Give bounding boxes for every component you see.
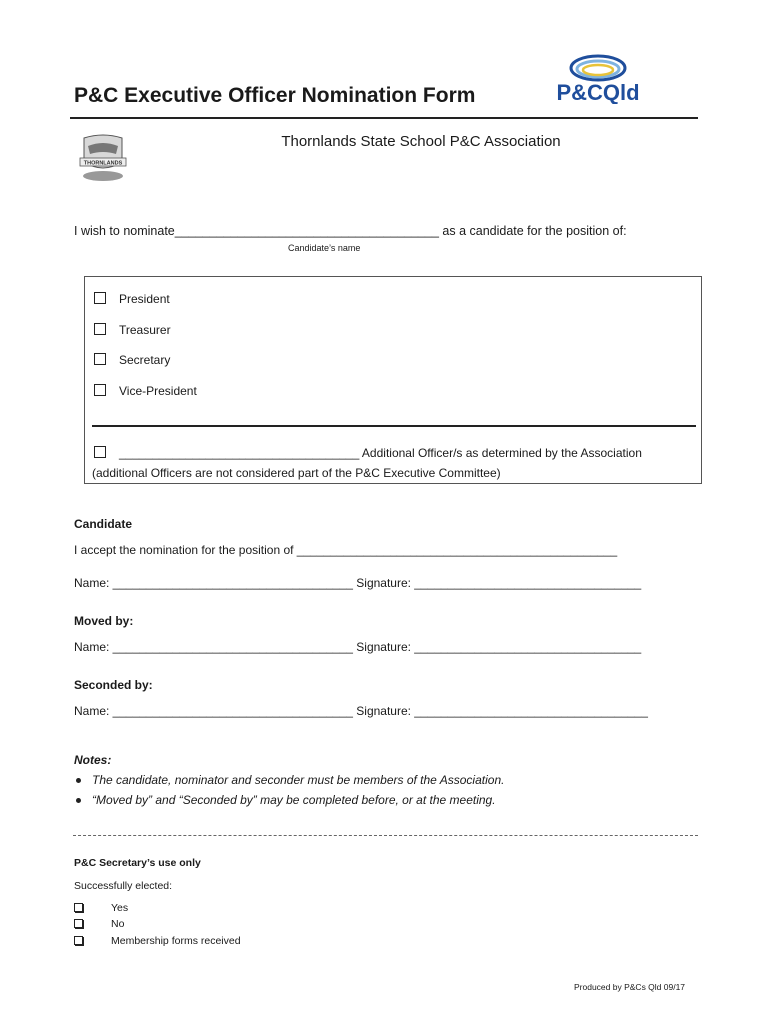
nominate-line[interactable]: I wish to nominate______________________________________ as a candidate for the position of: [74, 224, 627, 238]
secretary-checkbox[interactable] [94, 353, 106, 365]
vice-president-checkbox[interactable] [94, 384, 106, 396]
candidate-accept-line[interactable]: I accept the nomination for the position of ________________________________________________ [74, 543, 618, 557]
additional-officer-checkbox[interactable] [94, 446, 106, 458]
candidate-heading: Candidate [74, 517, 133, 531]
pcqld-logo [546, 52, 650, 104]
school-name: Thornlands State School P&C Association [281, 133, 561, 150]
bullet-icon [76, 778, 81, 783]
secretary-heading: P&C Secretary’s use only [74, 857, 201, 869]
position-label: President [119, 292, 170, 306]
logo-ring-inner [583, 65, 613, 75]
position-label: Vice-President [119, 384, 197, 398]
logo-text: P&CQld [556, 80, 640, 104]
moved-name-signature[interactable]: Name: ____________________________________ Signature: __________________________________ [74, 640, 642, 654]
crest-text: THORNLANDS [83, 160, 123, 167]
additional-officer-note: (additional Officers are not considered part of the P&C Executive Committee) [92, 466, 501, 480]
option-label: Yes [111, 902, 129, 914]
box-divider [92, 425, 696, 427]
candidate-name-signature[interactable]: Name: ____________________________________ Signature: __________________________________ [74, 576, 642, 590]
treasurer-checkbox[interactable] [94, 323, 106, 335]
footer-credit: Produced by P&Cs Qld 09/17 [574, 982, 686, 992]
bullet-icon [76, 798, 81, 803]
moved-heading: Moved by: [74, 614, 134, 628]
option-label: No [111, 918, 125, 930]
additional-officer-line[interactable]: ____________________________________ Additional Officer/s as determined by the Association [119, 446, 642, 460]
seconded-name-signature[interactable]: Name: ____________________________________ Signature: ___________________________________ [74, 704, 648, 718]
candidate-name-caption: Candidate’s name [288, 243, 361, 253]
seconded-heading: Seconded by: [74, 678, 153, 692]
page-title: P&C Executive Officer Nomination Form [74, 84, 476, 107]
position-label: Secretary [119, 353, 171, 367]
note-item: The candidate, nominator and seconder must be members of the Association. [92, 773, 505, 787]
title-divider [70, 117, 698, 119]
no-checkbox[interactable] [74, 919, 83, 928]
yes-checkbox[interactable] [74, 903, 83, 912]
elected-label: Successfully elected: [74, 880, 173, 892]
cut-line-divider [73, 835, 698, 836]
note-item: “Moved by” and “Seconded by” may be completed before, or at the meeting. [92, 793, 496, 807]
option-label: Membership forms received [111, 935, 241, 947]
president-checkbox[interactable] [94, 292, 106, 304]
position-label: Treasurer [119, 323, 171, 337]
crest-base [83, 171, 123, 181]
membership-forms-checkbox[interactable] [74, 936, 83, 945]
notes-heading: Notes: [74, 753, 112, 767]
